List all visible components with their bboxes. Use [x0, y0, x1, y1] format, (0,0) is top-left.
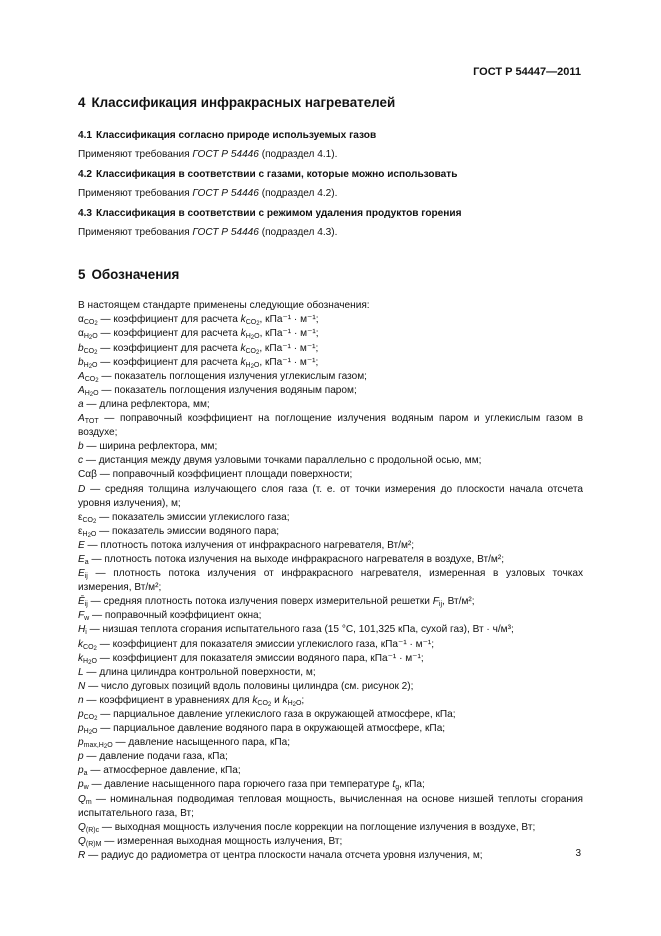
symbol-definition	[78, 736, 583, 750]
definition-text: — радиус до радиометра от центра плоскости начала отсчета уровня излучения, м;	[85, 849, 483, 861]
symbol-definition	[78, 483, 583, 511]
symbol: Cαβ	[78, 469, 97, 481]
symbol-definition	[78, 778, 583, 792]
text: Применяют требования	[78, 227, 190, 239]
text: (подраздел 4.2).	[261, 188, 338, 200]
definition-text: — показатель эмиссии водяного пара;	[96, 525, 280, 537]
subsection-title: Классификация в соответствии с режимом удаления продуктов горения	[96, 208, 462, 220]
definition-text: — показатель эмиссии углекислого газа;	[96, 511, 290, 523]
gost-reference: ГОСТ Р 54446	[192, 149, 259, 160]
symbol-definition	[78, 356, 583, 370]
symbol-definition	[78, 342, 583, 356]
definition-text: — длина рефлектора, мм;	[83, 398, 210, 410]
symbol-definition	[78, 595, 583, 609]
section-4-heading	[78, 94, 583, 111]
symbol: $p_{max,H2O}$	[78, 737, 113, 751]
symbol: $F_w$	[78, 610, 90, 623]
definition-text: — давление насыщенного пара, кПа;	[112, 737, 291, 749]
definition-text: — плотность потока излучения от инфракрасного нагревателя, измеренная в узловых точках измерения, Вт/м²;	[78, 568, 583, 594]
symbol: $\alpha_{CO2}$	[78, 314, 98, 328]
symbol-definition	[78, 412, 583, 440]
subsection-4-1-text	[78, 148, 583, 162]
symbol-definition	[78, 835, 583, 849]
symbol: D	[78, 483, 86, 495]
symbol: R	[78, 849, 86, 861]
definition-text: — коэффициент в уравнениях для $k_{CO2}$ и $k_{H2O}$;	[83, 694, 305, 708]
symbol: $\varepsilon_{CO2}$	[78, 511, 97, 525]
definition-text: — атмосферное давление, кПа;	[87, 765, 241, 777]
subsection-4-3-heading	[78, 207, 583, 221]
page-content	[78, 94, 583, 863]
definition-text: — коэффициент для показателя эмиссии водяного пара, кПа⁻¹ · м⁻¹;	[96, 652, 424, 664]
subsection-4-2-text	[78, 187, 583, 201]
subsection-4-2-heading	[78, 168, 583, 182]
symbol: $Q_m$	[78, 793, 92, 806]
symbol-definitions-list	[78, 313, 583, 863]
symbol: $Ē_{ij}$	[78, 596, 88, 609]
definition-text: — парциальное давление водяного пара в окружающей атмосфере, кПа;	[97, 723, 446, 735]
symbol-definition	[78, 567, 583, 595]
gost-reference: ГОСТ Р 54446	[192, 227, 259, 239]
definition-text: — средняя плотность потока излучения поверх измерительной решетки $F_{ij}$, Вт/м²;	[87, 596, 475, 609]
symbol-definition	[78, 666, 583, 680]
symbol-definition	[78, 553, 583, 567]
page-number: 3	[575, 848, 581, 859]
gost-reference: ГОСТ Р 54446	[192, 188, 259, 200]
symbol-definition	[78, 722, 583, 736]
symbol: $p_w$	[78, 779, 89, 792]
definition-text: — плотность потока излучения от инфракрасного нагревателя, Вт/м²;	[84, 539, 415, 551]
definition-text: — давление подачи газа, кПа;	[83, 751, 228, 763]
section-4-number: 4	[78, 95, 86, 110]
section-5-number: 5	[78, 267, 86, 283]
symbol: $\alpha_{H2O}$	[78, 328, 98, 342]
symbol-definition	[78, 539, 583, 553]
symbol: $Q_{(R)c}$	[78, 821, 100, 834]
symbol: n	[78, 694, 84, 706]
definition-text: — коэффициент для расчета $k_{H2O}$, кПа⁻¹ · м⁻¹;	[97, 356, 319, 370]
symbol-definition	[78, 708, 583, 722]
subsection-4-1-heading	[78, 129, 583, 143]
definition-text: — коэффициент для расчета $k_{H2O}$, кПа⁻¹ · м⁻¹;	[97, 328, 319, 342]
definition-text: — длина цилиндра контрольной поверхности, м;	[83, 666, 316, 678]
symbol-definition	[78, 454, 583, 468]
definition-text: — средняя толщина излучающего слоя газа (т. е. от точки измерения до плоскости начала отсчета уровня излучения), м;	[78, 483, 583, 509]
definition-text: — низшая теплота сгорания испытательного газа (15 °С, 101,325 кПа, сухой газ), Вт · ч/м³;	[86, 624, 514, 636]
section-5-intro: В настоящем стандарте применены следующие обозначения:	[78, 300, 370, 312]
symbol-definition	[78, 327, 583, 341]
definition-text: — номинальная подводимая тепловая мощность, вычисленная на основе низшей теплоты сгорания испытательного газа, Вт;	[78, 793, 583, 819]
symbol: $A_{TOT}$	[78, 413, 99, 426]
symbol: a	[78, 398, 84, 410]
definition-text: — коэффициент для расчета $k_{CO2}$, кПа⁻¹ · м⁻¹;	[97, 314, 319, 328]
symbol: $k_{H2O}$	[78, 652, 97, 666]
symbol-definition	[78, 764, 583, 778]
definition-text: — дистанция между двумя узловыми точками параллельно с продольной осью, мм;	[83, 455, 482, 467]
symbol-definition	[78, 694, 583, 708]
definition-text: — коэффициент для показателя эмиссии углекислого газа, кПа⁻¹ · м⁻¹;	[96, 638, 435, 650]
subsection-number: 4.2	[78, 169, 93, 181]
section-5-heading	[78, 266, 583, 283]
symbol-definition	[78, 525, 583, 539]
subsection-title: Классификация согласно природе используемых газов	[96, 130, 377, 141]
subsection-title: Классификация в соответствии с газами, которые можно использовать	[96, 169, 458, 181]
symbol: $b_{CO2}$	[78, 342, 98, 356]
text: Применяют требования	[78, 149, 190, 160]
definition-text: — парциальное давление углекислого газа в окружающей атмосфере, кПа;	[97, 709, 456, 720]
symbol-definition	[78, 638, 583, 652]
definition-text: — поправочный коэффициент на поглощение излучения водяным паром и углекислым газом в воздухе;	[78, 413, 583, 439]
symbol: $\varepsilon_{H2O}$	[78, 525, 97, 539]
symbol-definition	[78, 793, 583, 821]
symbol-definition	[78, 680, 583, 694]
symbol-definition	[78, 623, 583, 637]
symbol-definition	[78, 398, 583, 412]
symbol-definition	[78, 652, 583, 666]
definition-text: — поправочный коэффициент окна;	[89, 610, 262, 622]
definition-text: — измеренная выходная мощность излучения, Вт;	[101, 835, 343, 847]
definition-text: — давление насыщенного пара горючего газа при температуре $t_g$, кПа;	[88, 779, 425, 792]
symbol-definition	[78, 370, 583, 384]
symbol: $A_{H2O}$	[78, 384, 99, 398]
text: (подраздел 4.3).	[261, 227, 338, 239]
symbol: N	[78, 680, 86, 692]
symbol: $E_{ij}$	[78, 568, 88, 581]
section-4-title: Классификация инфракрасных нагревателей	[91, 95, 396, 110]
symbol-definition	[78, 511, 583, 525]
symbol: L	[78, 666, 84, 678]
symbol: $A_{CO2}$	[78, 370, 99, 384]
symbol: b	[78, 441, 84, 453]
symbol: $p_a$	[78, 765, 88, 778]
definition-text: — ширина рефлектора, мм;	[83, 441, 218, 453]
definition-text: — показатель поглощения излучения углекислым газом;	[98, 370, 367, 382]
definition-text: — поправочный коэффициент площади поверхности;	[96, 469, 353, 481]
symbol: $p_{H2O}$	[78, 723, 98, 737]
definition-text: — показатель поглощения излучения водяным паром;	[98, 384, 357, 396]
symbol-definition	[78, 609, 583, 623]
symbol-definition	[78, 440, 583, 454]
text: Применяют требования	[78, 188, 190, 200]
definition-text: — выходная мощность излучения после коррекции на поглощение излучения в воздухе, Вт;	[99, 821, 536, 833]
symbol: $p_{CO2}$	[78, 709, 98, 722]
symbol-definition	[78, 750, 583, 764]
symbol: $b_{H2O}$	[78, 356, 98, 370]
definition-text: — плотность потока излучения на выходе инфракрасного нагревателя в воздухе, Вт/м²;	[88, 553, 505, 565]
definition-text: — коэффициент для расчета $k_{CO2}$, кПа⁻¹ · м⁻¹;	[97, 342, 319, 356]
symbol: p	[78, 751, 84, 763]
symbol-definition	[78, 313, 583, 327]
symbol-definition	[78, 384, 583, 398]
text: (подраздел 4.1).	[261, 149, 338, 160]
symbol-definition	[78, 468, 583, 482]
symbol-definition	[78, 849, 583, 863]
symbol: $E_a$	[78, 553, 89, 566]
symbol: $k_{CO2}$	[78, 638, 97, 652]
symbol: E	[78, 539, 85, 551]
symbol: $H_i$	[78, 624, 87, 637]
section-5-title: Обозначения	[91, 267, 180, 283]
standard-code: ГОСТ Р 54447—2011	[473, 66, 581, 78]
symbol: $Q_{(R)M}$	[78, 835, 102, 848]
symbol-definition	[78, 821, 583, 835]
definition-text: — число дуговых позиций вдоль половины цилиндра (см. рисунок 2);	[85, 680, 414, 692]
subsection-number: 4.3	[78, 208, 93, 220]
subsection-4-3-text	[78, 226, 583, 240]
symbol: c	[78, 455, 84, 467]
subsection-number: 4.1	[78, 130, 93, 141]
